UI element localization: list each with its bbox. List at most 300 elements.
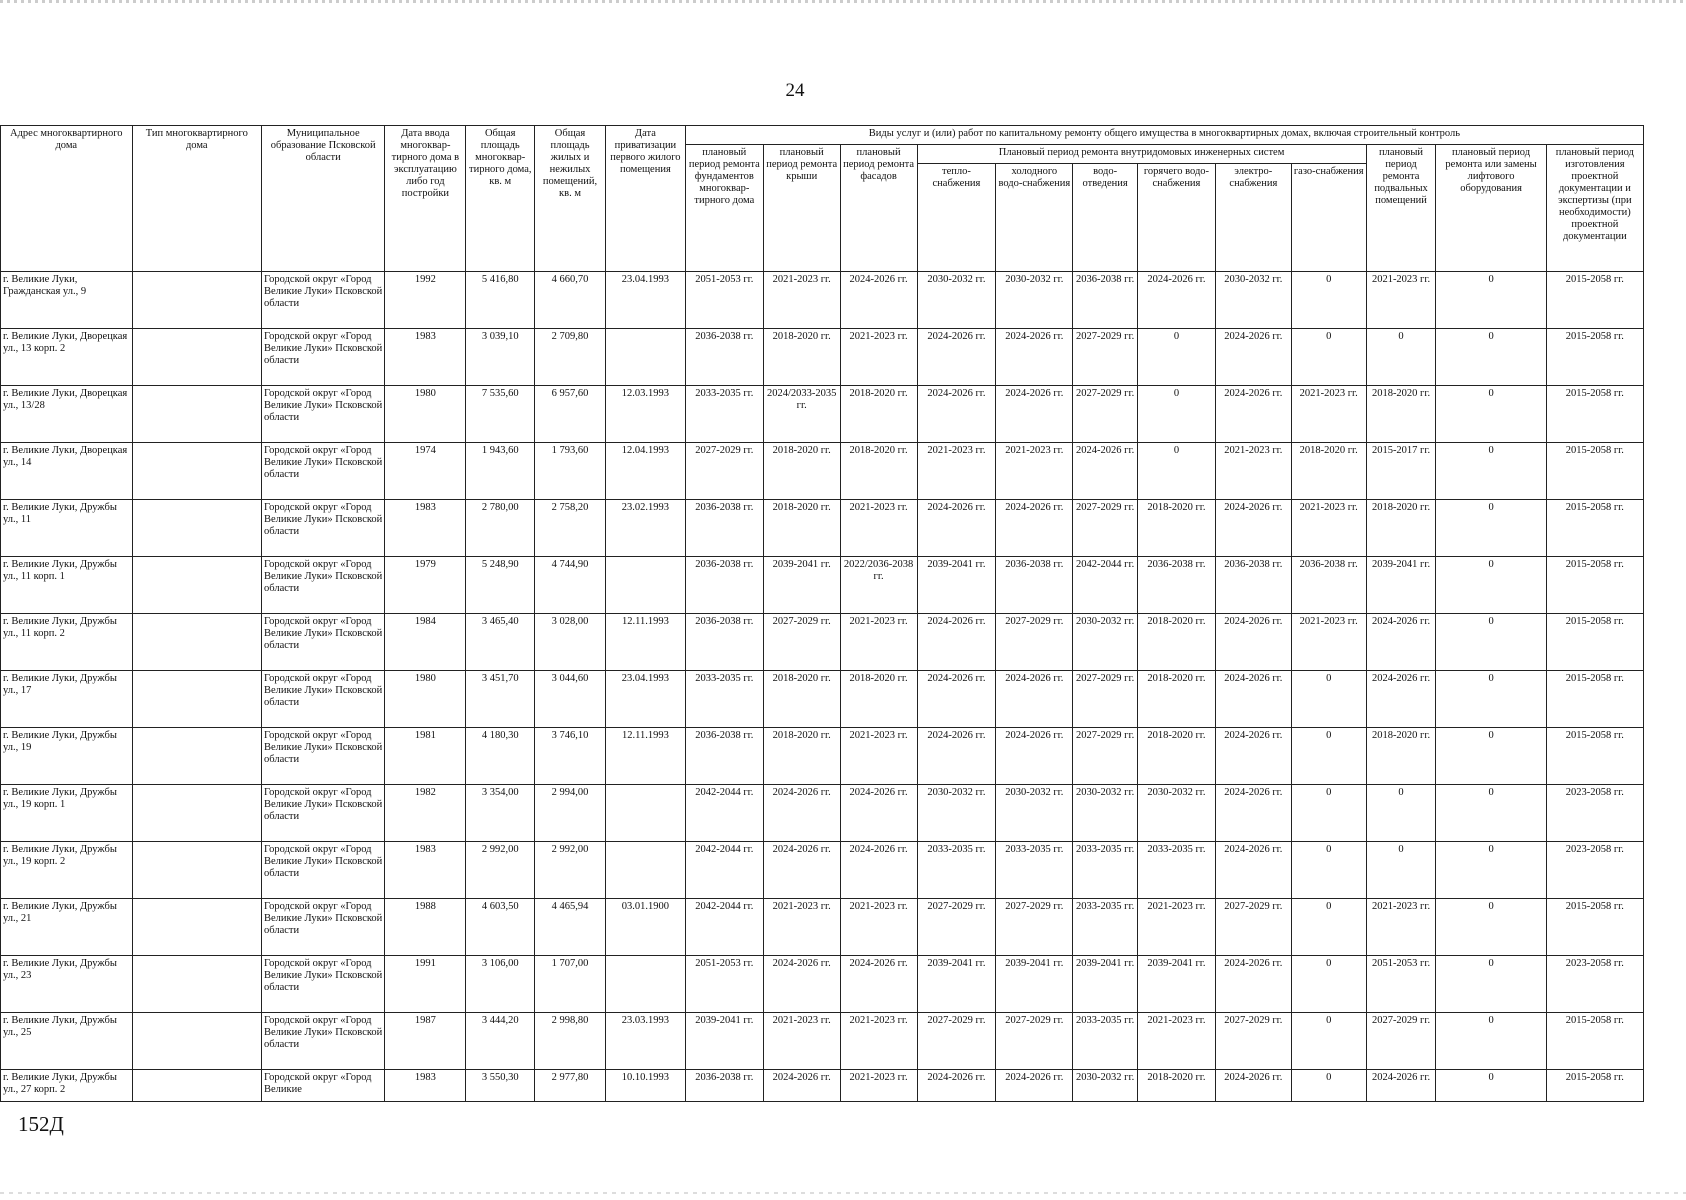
cell-basement: 2039-2041 гг. xyxy=(1366,557,1436,614)
table-row xyxy=(1,671,1644,728)
cell-foundation: 2039-2041 гг. xyxy=(685,1013,763,1070)
cell-gas: 0 xyxy=(1291,272,1366,329)
cell-heat: 2024-2026 гг. xyxy=(917,1070,996,1102)
cell-elevator: 0 xyxy=(1436,329,1546,386)
table-row xyxy=(1,272,1644,329)
capital-repair-table xyxy=(0,125,1644,1102)
cell-docs: 2015-2058 гг. xyxy=(1546,1013,1643,1070)
cell-heat: 2024-2026 гг. xyxy=(917,329,996,386)
cell-elevator: 0 xyxy=(1436,956,1546,1013)
cell-hot: 2021-2023 гг. xyxy=(1138,1013,1216,1070)
page-number: 24 xyxy=(785,80,805,101)
cell-gas: 0 xyxy=(1291,842,1366,899)
cell-total-area: 2 992,00 xyxy=(466,842,535,899)
header-total-area: Общая площадь многоквар-тирного дома, кв. м xyxy=(466,126,535,272)
cell-year: 1983 xyxy=(385,500,466,557)
cell-docs: 2015-2058 гг. xyxy=(1546,443,1643,500)
cell-facade: 2021-2023 гг. xyxy=(840,614,917,671)
cell-foundation: 2036-2038 гг. xyxy=(685,614,763,671)
cell-type xyxy=(132,1070,261,1102)
cell-facade: 2018-2020 гг. xyxy=(840,671,917,728)
cell-foundation: 2036-2038 гг. xyxy=(685,500,763,557)
cell-foundation: 2033-2035 гг. xyxy=(685,386,763,443)
cell-elec: 2024-2026 гг. xyxy=(1215,329,1291,386)
cell-roof: 2024-2026 гг. xyxy=(763,842,840,899)
header-gas: газо-снабжения xyxy=(1291,164,1366,272)
cell-gas: 2021-2023 гг. xyxy=(1291,386,1366,443)
cell-elec: 2027-2029 гг. xyxy=(1215,899,1291,956)
cell-sewer: 2027-2029 гг. xyxy=(1073,386,1138,443)
cell-elevator: 0 xyxy=(1436,386,1546,443)
cell-privatization xyxy=(605,557,685,614)
cell-total-area: 3 465,40 xyxy=(466,614,535,671)
cell-elec: 2024-2026 гг. xyxy=(1215,671,1291,728)
cell-cold: 2036-2038 гг. xyxy=(996,557,1073,614)
cell-elevator: 0 xyxy=(1436,785,1546,842)
cell-roof: 2024-2026 гг. xyxy=(763,785,840,842)
cell-elec: 2024-2026 гг. xyxy=(1215,785,1291,842)
table-row xyxy=(1,386,1644,443)
cell-elevator: 0 xyxy=(1436,899,1546,956)
cell-sewer: 2030-2032 гг. xyxy=(1073,785,1138,842)
cell-year: 1988 xyxy=(385,899,466,956)
cell-foundation: 2051-2053 гг. xyxy=(685,272,763,329)
cell-hot: 2036-2038 гг. xyxy=(1138,557,1216,614)
cell-basement: 2018-2020 гг. xyxy=(1366,500,1436,557)
cell-type xyxy=(132,386,261,443)
cell-address: г. Великие Луки, Дружбы ул., 19 xyxy=(1,728,133,785)
cell-foundation: 2051-2053 гг. xyxy=(685,956,763,1013)
cell-year: 1980 xyxy=(385,671,466,728)
cell-facade: 2018-2020 гг. xyxy=(840,443,917,500)
cell-privatization: 12.11.1993 xyxy=(605,728,685,785)
scan-edge-bottom xyxy=(0,1192,1686,1194)
cell-address: г. Великие Луки, Дружбы ул., 27 корп. 2 xyxy=(1,1070,133,1102)
cell-total-area: 4 603,50 xyxy=(466,899,535,956)
cell-hot: 2039-2041 гг. xyxy=(1138,956,1216,1013)
cell-year: 1983 xyxy=(385,842,466,899)
cell-living-area: 4 744,90 xyxy=(535,557,606,614)
table-row xyxy=(1,728,1644,785)
cell-heat: 2021-2023 гг. xyxy=(917,443,996,500)
cell-foundation: 2036-2038 гг. xyxy=(685,728,763,785)
header-heat: тепло-снабжения xyxy=(917,164,996,272)
cell-cold: 2030-2032 гг. xyxy=(996,785,1073,842)
cell-privatization xyxy=(605,842,685,899)
cell-total-area: 4 180,30 xyxy=(466,728,535,785)
cell-type xyxy=(132,443,261,500)
cell-docs: 2023-2058 гг. xyxy=(1546,842,1643,899)
cell-privatization: 12.11.1993 xyxy=(605,614,685,671)
cell-sewer: 2042-2044 гг. xyxy=(1073,557,1138,614)
cell-living-area: 2 994,00 xyxy=(535,785,606,842)
cell-type xyxy=(132,785,261,842)
cell-docs: 2023-2058 гг. xyxy=(1546,956,1643,1013)
cell-roof: 2024/2033-2035 гг. xyxy=(763,386,840,443)
cell-year: 1974 xyxy=(385,443,466,500)
cell-living-area: 1 793,60 xyxy=(535,443,606,500)
cell-basement: 2021-2023 гг. xyxy=(1366,899,1436,956)
cell-elec: 2024-2026 гг. xyxy=(1215,1070,1291,1102)
header-living-area: Общая площадь жилых и нежилых помещений, кв. м xyxy=(535,126,606,272)
cell-mo: Городской округ «Город Великие Луки» Псковской области xyxy=(262,899,385,956)
cell-living-area: 3 028,00 xyxy=(535,614,606,671)
cell-docs: 2015-2058 гг. xyxy=(1546,728,1643,785)
cell-facade: 2021-2023 гг. xyxy=(840,899,917,956)
cell-mo: Городской округ «Город Великие xyxy=(262,1070,385,1102)
cell-total-area: 3 550,30 xyxy=(466,1070,535,1102)
cell-living-area: 6 957,60 xyxy=(535,386,606,443)
cell-basement: 2024-2026 гг. xyxy=(1366,614,1436,671)
cell-living-area: 2 758,20 xyxy=(535,500,606,557)
cell-type xyxy=(132,956,261,1013)
cell-basement: 0 xyxy=(1366,785,1436,842)
cell-elevator: 0 xyxy=(1436,1013,1546,1070)
cell-mo: Городской округ «Город Великие Луки» Псковской области xyxy=(262,272,385,329)
cell-mo: Городской округ «Город Великие Луки» Псковской области xyxy=(262,557,385,614)
cell-total-area: 7 535,60 xyxy=(466,386,535,443)
cell-heat: 2030-2032 гг. xyxy=(917,272,996,329)
cell-cold: 2033-2035 гг. xyxy=(996,842,1073,899)
cell-gas: 0 xyxy=(1291,329,1366,386)
cell-gas: 2036-2038 гг. xyxy=(1291,557,1366,614)
header-hot-water: горячего водо-снабжения xyxy=(1138,164,1216,272)
cell-basement: 2051-2053 гг. xyxy=(1366,956,1436,1013)
header-roof: плановый период ремонта крыши xyxy=(763,145,840,272)
cell-gas: 2018-2020 гг. xyxy=(1291,443,1366,500)
cell-gas: 0 xyxy=(1291,1013,1366,1070)
header-design-docs: плановый период изготовления проектной документации и экспертизы (при необходимости) проектной документации xyxy=(1546,145,1643,272)
cell-living-area: 1 707,00 xyxy=(535,956,606,1013)
cell-type xyxy=(132,614,261,671)
cell-year: 1982 xyxy=(385,785,466,842)
cell-address: г. Великие Луки, Дружбы ул., 11 xyxy=(1,500,133,557)
table-row xyxy=(1,614,1644,671)
cell-privatization: 23.02.1993 xyxy=(605,500,685,557)
table-row xyxy=(1,899,1644,956)
cell-type xyxy=(132,671,261,728)
cell-privatization: 03.01.1900 xyxy=(605,899,685,956)
cell-gas: 0 xyxy=(1291,671,1366,728)
cell-basement: 2021-2023 гг. xyxy=(1366,272,1436,329)
cell-year: 1983 xyxy=(385,1070,466,1102)
cell-mo: Городской округ «Город Великие Луки» Псковской области xyxy=(262,842,385,899)
cell-roof: 2021-2023 гг. xyxy=(763,1013,840,1070)
cell-year: 1979 xyxy=(385,557,466,614)
table-row xyxy=(1,1070,1644,1102)
cell-roof: 2021-2023 гг. xyxy=(763,899,840,956)
cell-sewer: 2027-2029 гг. xyxy=(1073,500,1138,557)
cell-gas: 0 xyxy=(1291,1070,1366,1102)
cell-total-area: 3 444,20 xyxy=(466,1013,535,1070)
cell-mo: Городской округ «Город Великие Луки» Псковской области xyxy=(262,956,385,1013)
cell-total-area: 5 248,90 xyxy=(466,557,535,614)
cell-roof: 2039-2041 гг. xyxy=(763,557,840,614)
cell-elec: 2024-2026 гг. xyxy=(1215,614,1291,671)
cell-facade: 2021-2023 гг. xyxy=(840,329,917,386)
cell-basement: 2024-2026 гг. xyxy=(1366,671,1436,728)
cell-heat: 2024-2026 гг. xyxy=(917,728,996,785)
table-row xyxy=(1,443,1644,500)
cell-roof: 2018-2020 гг. xyxy=(763,329,840,386)
cell-elec: 2030-2032 гг. xyxy=(1215,272,1291,329)
cell-sewer: 2033-2035 гг. xyxy=(1073,899,1138,956)
cell-hot: 2018-2020 гг. xyxy=(1138,500,1216,557)
cell-mo: Городской округ «Город Великие Луки» Псковской области xyxy=(262,785,385,842)
table-body xyxy=(1,272,1644,1102)
cell-living-area: 3 044,60 xyxy=(535,671,606,728)
cell-heat: 2024-2026 гг. xyxy=(917,614,996,671)
cell-elec: 2021-2023 гг. xyxy=(1215,443,1291,500)
cell-mo: Городской округ «Город Великие Луки» Псковской области xyxy=(262,1013,385,1070)
cell-foundation: 2042-2044 гг. xyxy=(685,842,763,899)
cell-elec: 2024-2026 гг. xyxy=(1215,956,1291,1013)
cell-gas: 2021-2023 гг. xyxy=(1291,614,1366,671)
cell-type xyxy=(132,500,261,557)
cell-address: г. Великие Луки, Дворецкая ул., 13/28 xyxy=(1,386,133,443)
cell-sewer: 2024-2026 гг. xyxy=(1073,443,1138,500)
cell-living-area: 2 998,80 xyxy=(535,1013,606,1070)
cell-hot: 2030-2032 гг. xyxy=(1138,785,1216,842)
cell-elevator: 0 xyxy=(1436,614,1546,671)
cell-docs: 2015-2058 гг. xyxy=(1546,899,1643,956)
cell-address: г. Великие Луки, Дружбы ул., 23 xyxy=(1,956,133,1013)
cell-total-area: 3 106,00 xyxy=(466,956,535,1013)
table-row xyxy=(1,842,1644,899)
cell-roof: 2027-2029 гг. xyxy=(763,614,840,671)
cell-basement: 2015-2017 гг. xyxy=(1366,443,1436,500)
cell-hot: 2024-2026 гг. xyxy=(1138,272,1216,329)
cell-foundation: 2042-2044 гг. xyxy=(685,899,763,956)
cell-facade: 2024-2026 гг. xyxy=(840,272,917,329)
cell-elevator: 0 xyxy=(1436,728,1546,785)
cell-hot: 0 xyxy=(1138,443,1216,500)
cell-privatization: 23.03.1993 xyxy=(605,1013,685,1070)
cell-foundation: 2027-2029 гг. xyxy=(685,443,763,500)
cell-basement: 2024-2026 гг. xyxy=(1366,1070,1436,1102)
cell-type xyxy=(132,557,261,614)
cell-mo: Городской округ «Город Великие Луки» Псковской области xyxy=(262,671,385,728)
cell-sewer: 2027-2029 гг. xyxy=(1073,671,1138,728)
cell-cold: 2024-2026 гг. xyxy=(996,386,1073,443)
cell-living-area: 4 465,94 xyxy=(535,899,606,956)
cell-docs: 2015-2058 гг. xyxy=(1546,614,1643,671)
cell-heat: 2027-2029 гг. xyxy=(917,1013,996,1070)
cell-total-area: 3 039,10 xyxy=(466,329,535,386)
header-facade: плановый период ремонта фасадов xyxy=(840,145,917,272)
cell-sewer: 2030-2032 гг. xyxy=(1073,1070,1138,1102)
cell-type xyxy=(132,272,261,329)
cell-type xyxy=(132,728,261,785)
cell-address: г. Великие Луки, Гражданская ул., 9 xyxy=(1,272,133,329)
cell-hot: 2021-2023 гг. xyxy=(1138,899,1216,956)
header-commissioning: Дата ввода многоквар-тирного дома в эксплуатацию либо год постройки xyxy=(385,126,466,272)
cell-mo: Городской округ «Город Великие Луки» Псковской области xyxy=(262,614,385,671)
cell-privatization: 10.10.1993 xyxy=(605,1070,685,1102)
cell-elec: 2024-2026 гг. xyxy=(1215,842,1291,899)
cell-living-area: 2 709,80 xyxy=(535,329,606,386)
cell-total-area: 3 451,70 xyxy=(466,671,535,728)
cell-docs: 2023-2058 гг. xyxy=(1546,785,1643,842)
cell-cold: 2027-2029 гг. xyxy=(996,899,1073,956)
cell-basement: 2018-2020 гг. xyxy=(1366,728,1436,785)
cell-cold: 2024-2026 гг. xyxy=(996,329,1073,386)
cell-gas: 0 xyxy=(1291,785,1366,842)
cell-privatization: 23.04.1993 xyxy=(605,272,685,329)
cell-heat: 2024-2026 гг. xyxy=(917,386,996,443)
cell-cold: 2039-2041 гг. xyxy=(996,956,1073,1013)
cell-docs: 2015-2058 гг. xyxy=(1546,386,1643,443)
cell-roof: 2018-2020 гг. xyxy=(763,728,840,785)
header-systems-group: Плановый период ремонта внутридомовых инженерных систем xyxy=(917,145,1366,164)
cell-type xyxy=(132,899,261,956)
cell-elevator: 0 xyxy=(1436,671,1546,728)
cell-year: 1980 xyxy=(385,386,466,443)
cell-heat: 2024-2026 гг. xyxy=(917,671,996,728)
cell-docs: 2015-2058 гг. xyxy=(1546,500,1643,557)
cell-elevator: 0 xyxy=(1436,1070,1546,1102)
cell-facade: 2021-2023 гг. xyxy=(840,500,917,557)
cell-roof: 2018-2020 гг. xyxy=(763,443,840,500)
header-electric: электро-снабжения xyxy=(1215,164,1291,272)
scan-edge-top xyxy=(0,0,1686,3)
header-foundation: плановый период ремонта фундаментов многоквар-тирного дома xyxy=(685,145,763,272)
cell-type xyxy=(132,1013,261,1070)
cell-total-area: 5 416,80 xyxy=(466,272,535,329)
cell-sewer: 2027-2029 гг. xyxy=(1073,728,1138,785)
cell-roof: 2018-2020 гг. xyxy=(763,671,840,728)
cell-heat: 2039-2041 гг. xyxy=(917,557,996,614)
cell-heat: 2039-2041 гг. xyxy=(917,956,996,1013)
cell-roof: 2021-2023 гг. xyxy=(763,272,840,329)
table-row xyxy=(1,557,1644,614)
cell-elec: 2024-2026 гг. xyxy=(1215,386,1291,443)
cell-gas: 2021-2023 гг. xyxy=(1291,500,1366,557)
cell-heat: 2027-2029 гг. xyxy=(917,899,996,956)
cell-docs: 2015-2058 гг. xyxy=(1546,272,1643,329)
cell-mo: Городской округ «Город Великие Луки» Псковской области xyxy=(262,329,385,386)
cell-cold: 2024-2026 гг. xyxy=(996,500,1073,557)
cell-docs: 2015-2058 гг. xyxy=(1546,671,1643,728)
cell-year: 1983 xyxy=(385,329,466,386)
header-elevator: плановый период ремонта или замены лифтового оборудования xyxy=(1436,145,1546,272)
table-row xyxy=(1,329,1644,386)
cell-privatization: 12.04.1993 xyxy=(605,443,685,500)
cell-cold: 2021-2023 гг. xyxy=(996,443,1073,500)
cell-foundation: 2036-2038 гг. xyxy=(685,1070,763,1102)
cell-year: 1981 xyxy=(385,728,466,785)
cell-foundation: 2036-2038 гг. xyxy=(685,557,763,614)
cell-hot: 0 xyxy=(1138,329,1216,386)
cell-facade: 2021-2023 гг. xyxy=(840,1013,917,1070)
table-row xyxy=(1,1013,1644,1070)
cell-mo: Городской округ «Город Великие Луки» Псковской области xyxy=(262,443,385,500)
cell-elec: 2024-2026 гг. xyxy=(1215,500,1291,557)
cell-address: г. Великие Луки, Дружбы ул., 17 xyxy=(1,671,133,728)
header-basement: плановый период ремонта подвальных помещений xyxy=(1366,145,1436,272)
cell-elevator: 0 xyxy=(1436,443,1546,500)
cell-hot: 0 xyxy=(1138,386,1216,443)
cell-facade: 2022/2036-2038 гг. xyxy=(840,557,917,614)
cell-basement: 2027-2029 гг. xyxy=(1366,1013,1436,1070)
cell-address: г. Великие Луки, Дружбы ул., 11 корп. 2 xyxy=(1,614,133,671)
cell-gas: 0 xyxy=(1291,899,1366,956)
cell-heat: 2024-2026 гг. xyxy=(917,500,996,557)
cell-elec: 2036-2038 гг. xyxy=(1215,557,1291,614)
cell-roof: 2024-2026 гг. xyxy=(763,1070,840,1102)
cell-sewer: 2039-2041 гг. xyxy=(1073,956,1138,1013)
cell-facade: 2024-2026 гг. xyxy=(840,842,917,899)
cell-roof: 2018-2020 гг. xyxy=(763,500,840,557)
cell-cold: 2027-2029 гг. xyxy=(996,1013,1073,1070)
table-row xyxy=(1,785,1644,842)
cell-year: 1991 xyxy=(385,956,466,1013)
cell-sewer: 2036-2038 гг. xyxy=(1073,272,1138,329)
header-sewer: водо-отведения xyxy=(1073,164,1138,272)
cell-elevator: 0 xyxy=(1436,500,1546,557)
cell-roof: 2024-2026 гг. xyxy=(763,956,840,1013)
cell-privatization: 12.03.1993 xyxy=(605,386,685,443)
cell-address: г. Великие Луки, Дружбы ул., 11 корп. 1 xyxy=(1,557,133,614)
cell-elevator: 0 xyxy=(1436,272,1546,329)
cell-cold: 2024-2026 гг. xyxy=(996,1070,1073,1102)
cell-docs: 2015-2058 гг. xyxy=(1546,557,1643,614)
cell-cold: 2024-2026 гг. xyxy=(996,728,1073,785)
cell-living-area: 4 660,70 xyxy=(535,272,606,329)
cell-sewer: 2033-2035 гг. xyxy=(1073,1013,1138,1070)
cell-mo: Городской округ «Город Великие Луки» Псковской области xyxy=(262,386,385,443)
cell-privatization xyxy=(605,785,685,842)
header-type: Тип многоквартирного дома xyxy=(132,126,261,272)
cell-gas: 0 xyxy=(1291,728,1366,785)
cell-facade: 2021-2023 гг. xyxy=(840,1070,917,1102)
cell-docs: 2015-2058 гг. xyxy=(1546,1070,1643,1102)
cell-cold: 2027-2029 гг. xyxy=(996,614,1073,671)
cell-total-area: 1 943,60 xyxy=(466,443,535,500)
cell-address: г. Великие Луки, Дружбы ул., 19 корп. 1 xyxy=(1,785,133,842)
cell-docs: 2015-2058 гг. xyxy=(1546,329,1643,386)
cell-sewer: 2030-2032 гг. xyxy=(1073,614,1138,671)
cell-living-area: 3 746,10 xyxy=(535,728,606,785)
table-row xyxy=(1,956,1644,1013)
cell-foundation: 2033-2035 гг. xyxy=(685,671,763,728)
cell-gas: 0 xyxy=(1291,956,1366,1013)
cell-total-area: 2 780,00 xyxy=(466,500,535,557)
cell-cold: 2030-2032 гг. xyxy=(996,272,1073,329)
cell-basement: 0 xyxy=(1366,329,1436,386)
header-municipality: Муниципальное образование Псковской области xyxy=(262,126,385,272)
table-row xyxy=(1,500,1644,557)
cell-privatization: 23.04.1993 xyxy=(605,671,685,728)
cell-sewer: 2027-2029 гг. xyxy=(1073,329,1138,386)
cell-facade: 2024-2026 гг. xyxy=(840,785,917,842)
header-cold-water: холодного водо-снабжения xyxy=(996,164,1073,272)
cell-year: 1987 xyxy=(385,1013,466,1070)
cell-living-area: 2 977,80 xyxy=(535,1070,606,1102)
cell-cold: 2024-2026 гг. xyxy=(996,671,1073,728)
cell-address: г. Великие Луки, Дворецкая ул., 13 корп. 2 xyxy=(1,329,133,386)
cell-elec: 2024-2026 гг. xyxy=(1215,728,1291,785)
cell-hot: 2018-2020 гг. xyxy=(1138,728,1216,785)
cell-elec: 2027-2029 гг. xyxy=(1215,1013,1291,1070)
cell-address: г. Великие Луки, Дружбы ул., 19 корп. 2 xyxy=(1,842,133,899)
cell-basement: 2018-2020 гг. xyxy=(1366,386,1436,443)
cell-type xyxy=(132,329,261,386)
cell-elevator: 0 xyxy=(1436,557,1546,614)
cell-elevator: 0 xyxy=(1436,842,1546,899)
header-privatization: Дата приватизации первого жилого помещения xyxy=(605,126,685,272)
cell-facade: 2018-2020 гг. xyxy=(840,386,917,443)
